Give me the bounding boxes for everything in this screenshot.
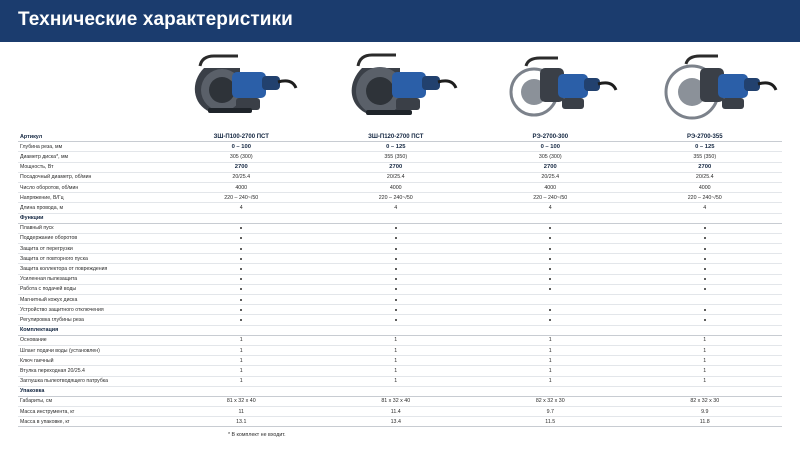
table-cell xyxy=(164,214,319,223)
table-row xyxy=(18,366,782,376)
bullet-icon xyxy=(240,237,242,239)
bullet-icon xyxy=(395,237,397,239)
table-cell-feature xyxy=(319,224,474,233)
table-cell: 2700 xyxy=(698,164,712,171)
table-row xyxy=(18,377,782,387)
table-row xyxy=(18,152,782,162)
table-cell: 4000 xyxy=(698,184,711,191)
table-row-label: Работа с подачей воды xyxy=(20,286,77,293)
table-row xyxy=(18,234,782,244)
table-row xyxy=(18,163,782,173)
table-header-label: Артикул xyxy=(20,133,43,140)
bullet-icon xyxy=(395,278,397,280)
bullet-icon xyxy=(395,288,397,290)
table-cell-feature xyxy=(164,244,319,253)
table-row xyxy=(18,295,782,305)
bullet-icon xyxy=(549,248,551,250)
table-row-label: Защита от повторного пуска xyxy=(20,255,88,262)
bullet-icon xyxy=(240,268,242,270)
page-header xyxy=(0,0,800,42)
table-row-label: Плавный пуск xyxy=(20,225,54,232)
table-cell: 1 xyxy=(239,337,243,344)
table-cell: 82 х 32 х 30 xyxy=(690,398,720,405)
bullet-icon xyxy=(704,268,706,270)
table-row-label: Масса инструмента, кг xyxy=(20,408,75,415)
table-row-label: Комплектация xyxy=(20,327,59,334)
table-cell: 1 xyxy=(703,357,707,364)
table-cell-feature xyxy=(628,285,783,294)
table-header-row xyxy=(18,132,782,142)
table-row-label: Глубина реза, мм xyxy=(20,143,63,150)
table-header-cell: ЗШ-П100-2700 ПСТ xyxy=(213,133,269,140)
table-row xyxy=(18,346,782,356)
table-cell xyxy=(319,326,474,335)
table-cell-feature xyxy=(164,295,319,304)
bullet-icon xyxy=(240,299,242,301)
bullet-icon xyxy=(704,237,706,239)
table-cell: 1 xyxy=(548,357,552,364)
table-row-label: Поддержание оборотов xyxy=(20,235,78,242)
table-cell-feature xyxy=(473,224,628,233)
table-cell-feature xyxy=(628,244,783,253)
table-cell: 13.1 xyxy=(236,418,247,425)
table-row xyxy=(18,397,782,407)
table-row-label: Усиленная пылезащита xyxy=(20,276,78,283)
table-cell: 1 xyxy=(548,347,552,354)
table-cell-feature xyxy=(319,254,474,263)
table-cell: 1 xyxy=(703,367,707,374)
table-row-label: Посадочный диаметр, об/мин xyxy=(20,174,92,181)
table-row xyxy=(18,264,782,274)
table-cell: 2700 xyxy=(389,164,403,171)
table-cell: 4000 xyxy=(235,184,248,191)
bullet-icon xyxy=(240,319,242,321)
table-cell-feature xyxy=(319,234,474,243)
table-row-label: Шланг подачи воды (установлен) xyxy=(20,347,100,354)
table-cell-feature xyxy=(473,285,628,294)
table-cell xyxy=(473,387,628,396)
table-row xyxy=(18,285,782,295)
table-row-label: Втулка переходная 20/25.4 xyxy=(20,367,85,374)
table-cell: 0 – 125 xyxy=(695,143,715,150)
table-cell-feature xyxy=(319,275,474,284)
table-row xyxy=(18,305,782,315)
wall-chaser-icon-3 xyxy=(500,48,620,130)
table-cell-feature xyxy=(473,244,628,253)
table-cell-feature xyxy=(164,285,319,294)
table-row-label: Упаковка xyxy=(20,388,45,395)
table-cell xyxy=(628,326,783,335)
table-row-label: Габариты, см xyxy=(20,398,53,405)
table-cell: 81 х 32 х 40 xyxy=(381,398,411,405)
bullet-icon xyxy=(240,248,242,250)
bullet-icon xyxy=(704,227,706,229)
table-row xyxy=(18,254,782,264)
bullet-icon xyxy=(395,299,397,301)
wall-chaser-icon-4 xyxy=(660,48,780,130)
table-cell: 1 xyxy=(394,337,398,344)
bullet-icon xyxy=(549,237,551,239)
table-cell: 4 xyxy=(239,204,243,211)
table-footnote: * В комплект не входит. xyxy=(228,432,286,438)
table-cell-feature xyxy=(164,315,319,324)
table-row-label: Основание xyxy=(20,337,47,344)
table-cell: 82 х 32 х 30 xyxy=(535,398,565,405)
bullet-icon xyxy=(704,248,706,250)
table-cell xyxy=(164,387,319,396)
table-row-label: Регулировка глубины реза xyxy=(20,316,84,323)
table-cell-feature xyxy=(164,275,319,284)
table-cell: 1 xyxy=(548,337,552,344)
table-cell: 9.7 xyxy=(546,408,554,415)
table-row-label: Заглушка пылеотводящего патрубка xyxy=(20,378,109,385)
table-cell: 0 – 100 xyxy=(231,143,251,150)
table-row-label: Устройство защитного отключения xyxy=(20,306,104,313)
table-cell: 81 х 32 х 40 xyxy=(226,398,256,405)
table-cell: 11.5 xyxy=(545,418,556,425)
table-row xyxy=(18,326,782,336)
table-cell: 13.4 xyxy=(390,418,401,425)
table-cell-feature xyxy=(473,315,628,324)
table-cell: 355 (350) xyxy=(693,153,717,160)
table-cell: 11.4 xyxy=(390,408,401,415)
table-cell: 4000 xyxy=(544,184,557,191)
table-cell: 20/25.4 xyxy=(232,174,251,181)
table-cell: 4 xyxy=(703,204,707,211)
bullet-icon xyxy=(395,309,397,311)
table-cell: 4 xyxy=(394,204,398,211)
table-cell-feature xyxy=(473,254,628,263)
table-row-label: Защита от перегрузки xyxy=(20,245,73,252)
bullet-icon xyxy=(240,288,242,290)
table-row xyxy=(18,407,782,417)
product-image-3 xyxy=(480,48,640,130)
bullet-icon xyxy=(395,258,397,260)
table-cell xyxy=(628,214,783,223)
table-cell-feature xyxy=(319,305,474,314)
bullet-icon xyxy=(549,258,551,260)
table-row xyxy=(18,315,782,325)
bullet-icon xyxy=(549,288,551,290)
table-row xyxy=(18,183,782,193)
table-cell: 1 xyxy=(239,367,243,374)
table-cell: 1 xyxy=(703,347,707,354)
table-cell xyxy=(473,326,628,335)
table-cell: 0 – 125 xyxy=(386,143,406,150)
bullet-icon xyxy=(704,319,706,321)
table-row xyxy=(18,275,782,285)
table-cell xyxy=(473,214,628,223)
table-row-label: Ключ гаечный xyxy=(20,357,54,364)
table-cell: 11.8 xyxy=(699,418,710,425)
bullet-icon xyxy=(549,268,551,270)
table-cell: 20/25.4 xyxy=(695,174,714,181)
table-cell: 1 xyxy=(548,378,552,385)
table-cell: 355 (350) xyxy=(384,153,408,160)
table-cell: 20/25.4 xyxy=(386,174,405,181)
table-header-cell: РЭ-2700-300 xyxy=(532,133,569,140)
table-row-label: Диаметр диска*, мм xyxy=(20,153,69,160)
table-cell: 11 xyxy=(238,408,244,415)
bullet-icon xyxy=(549,227,551,229)
table-cell: 305 (300) xyxy=(229,153,253,160)
table-cell: 1 xyxy=(239,378,243,385)
bullet-icon xyxy=(549,309,551,311)
table-row-label: Функции xyxy=(20,215,44,222)
table-row xyxy=(18,336,782,346)
table-cell: 0 – 100 xyxy=(540,143,560,150)
table-row xyxy=(18,193,782,203)
table-cell: 1 xyxy=(394,347,398,354)
table-cell: 9.9 xyxy=(701,408,709,415)
table-row-label: Магнитный кожух диска xyxy=(20,296,78,303)
table-row xyxy=(18,356,782,366)
table-cell xyxy=(164,326,319,335)
table-row-label: Масса в упаковке, кг xyxy=(20,418,70,425)
bullet-icon xyxy=(549,319,551,321)
table-cell: 2700 xyxy=(234,164,248,171)
bullet-icon xyxy=(704,288,706,290)
table-row xyxy=(18,173,782,183)
table-header-cell: ЗШ-П120-2700 ПСТ xyxy=(368,133,424,140)
specifications-table xyxy=(18,132,782,427)
product-image-2 xyxy=(320,48,480,130)
table-row xyxy=(18,387,782,397)
bullet-icon xyxy=(395,248,397,250)
page-title: Технические характеристики xyxy=(18,9,293,30)
table-cell-feature xyxy=(319,264,474,273)
table-row xyxy=(18,244,782,254)
table-cell-feature xyxy=(628,224,783,233)
bullet-icon xyxy=(704,278,706,280)
table-cell-feature xyxy=(628,234,783,243)
table-cell-feature xyxy=(319,295,474,304)
product-image-4 xyxy=(640,48,800,130)
table-cell-feature xyxy=(473,234,628,243)
table-cell-feature xyxy=(473,305,628,314)
table-row xyxy=(18,224,782,234)
table-cell: 2700 xyxy=(543,164,557,171)
table-cell xyxy=(319,387,474,396)
table-cell: 305 (300) xyxy=(538,153,562,160)
bullet-icon xyxy=(240,258,242,260)
table-row-label: Напряжение, В/Гц xyxy=(20,194,64,201)
bullet-icon xyxy=(240,278,242,280)
table-cell-feature xyxy=(628,264,783,273)
wall-chaser-icon-1 xyxy=(180,48,300,130)
table-row xyxy=(18,417,782,427)
table-cell: 1 xyxy=(703,378,707,385)
table-cell-feature xyxy=(164,254,319,263)
table-cell-feature xyxy=(628,315,783,324)
table-cell-feature xyxy=(319,244,474,253)
table-cell: 220 – 240~/50 xyxy=(687,194,722,201)
table-cell-feature xyxy=(164,264,319,273)
table-cell-feature xyxy=(628,254,783,263)
table-cell xyxy=(628,387,783,396)
table-cell: 4 xyxy=(548,204,552,211)
table-header-cell: РЭ-2700-355 xyxy=(686,133,723,140)
bullet-icon xyxy=(395,319,397,321)
bullet-icon xyxy=(240,227,242,229)
table-cell: 1 xyxy=(239,347,243,354)
table-cell: 220 – 240~/50 xyxy=(378,194,413,201)
table-cell: 220 – 240~/50 xyxy=(224,194,259,201)
bullet-icon xyxy=(395,268,397,270)
bullet-icon xyxy=(704,309,706,311)
wall-chaser-icon-2 xyxy=(340,48,460,130)
bullet-icon xyxy=(240,309,242,311)
bullet-icon xyxy=(704,258,706,260)
table-cell: 1 xyxy=(394,367,398,374)
table-row-label: Длина провода, м xyxy=(20,204,64,211)
table-row xyxy=(18,203,782,213)
product-image-1 xyxy=(160,48,320,130)
table-cell: 1 xyxy=(394,357,398,364)
table-cell-feature xyxy=(319,285,474,294)
table-cell: 220 – 240~/50 xyxy=(533,194,568,201)
table-cell-feature xyxy=(473,275,628,284)
table-cell: 1 xyxy=(394,378,398,385)
bullet-icon xyxy=(549,278,551,280)
table-cell xyxy=(319,214,474,223)
product-image-row xyxy=(160,48,800,130)
table-cell-feature xyxy=(628,305,783,314)
table-cell: 1 xyxy=(239,357,243,364)
table-cell-feature xyxy=(164,305,319,314)
table-row-label: Число оборотов, об/мин xyxy=(20,184,79,191)
bullet-icon xyxy=(395,227,397,229)
table-cell-feature xyxy=(473,264,628,273)
table-cell-feature xyxy=(628,275,783,284)
table-cell: 4000 xyxy=(389,184,402,191)
table-cell: 1 xyxy=(548,367,552,374)
table-row-label: Защита коллектора от повреждения xyxy=(20,266,108,273)
table-cell: 1 xyxy=(703,337,707,344)
table-row-label: Мощность, Вт xyxy=(20,164,54,171)
table-cell: 20/25.4 xyxy=(541,174,560,181)
table-cell-feature xyxy=(628,295,783,304)
table-cell-feature xyxy=(164,234,319,243)
table-cell-feature xyxy=(473,295,628,304)
table-row xyxy=(18,214,782,224)
table-cell-feature xyxy=(164,224,319,233)
table-row xyxy=(18,142,782,152)
table-cell-feature xyxy=(319,315,474,324)
